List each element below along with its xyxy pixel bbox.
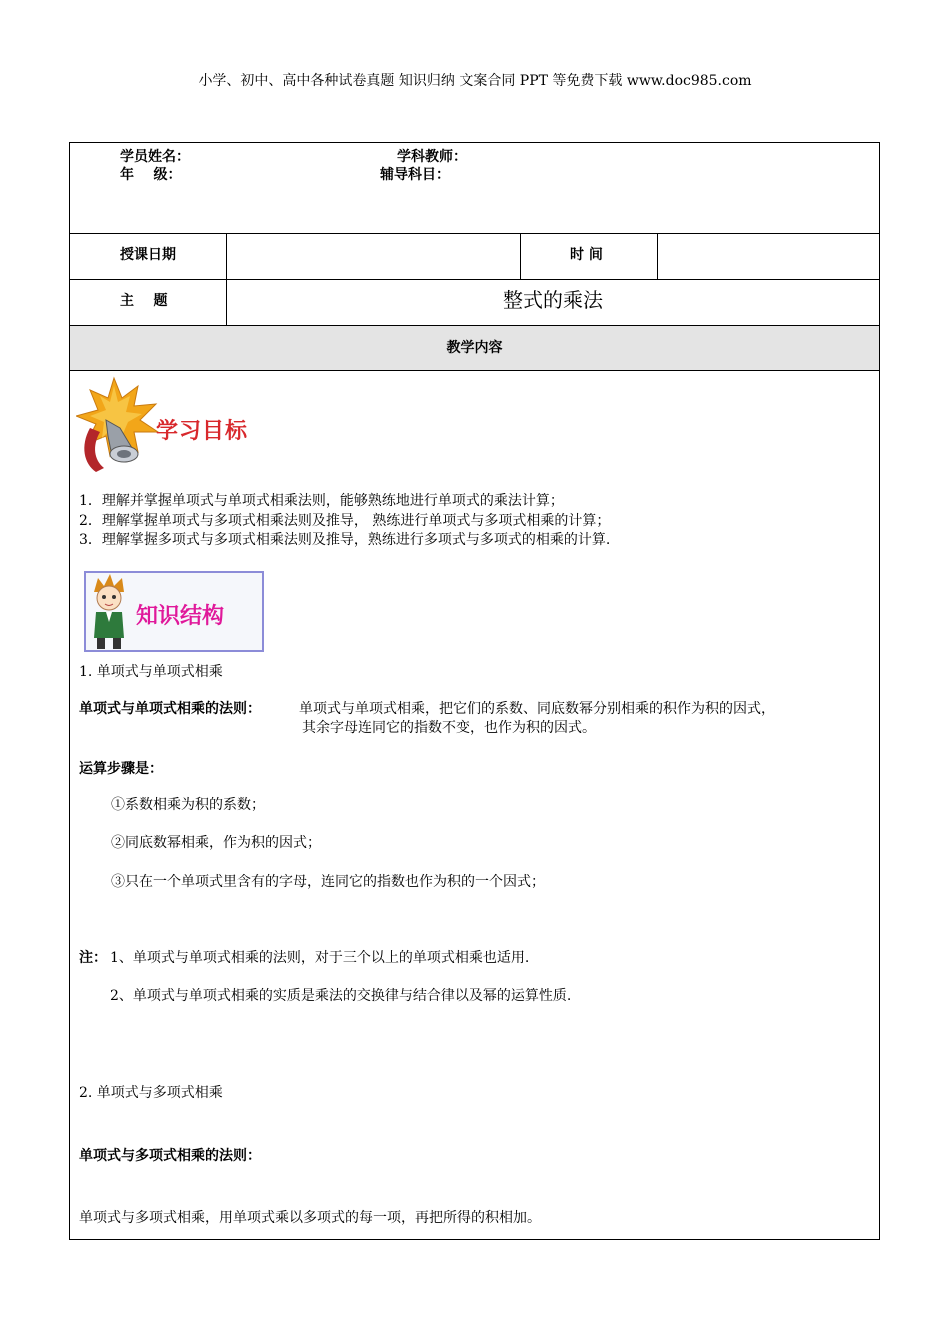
structure-banner	[84, 571, 264, 652]
time-label: 时 间	[570, 247, 603, 263]
objectives-banner	[76, 376, 266, 474]
subject-label: 辅导科目：	[380, 167, 450, 183]
student-cartoon-icon	[88, 574, 132, 650]
divider	[69, 233, 880, 234]
note-item: 1、单项式与单项式相乘的法则，对于三个以上的单项式相乘也适用.	[110, 950, 530, 966]
content-label: 教学内容	[446, 340, 503, 356]
divider	[520, 233, 521, 279]
section1-title: 1. 单项式与单项式相乘	[79, 664, 223, 680]
topic-label: 主 题	[120, 293, 168, 309]
objective-item: 3．理解掌握多项式与多项式相乘法则及推导，熟练进行多项式与多项式的相乘的计算.	[79, 532, 611, 548]
step-item: ③只在一个单项式里含有的字母，连同它的指数也作为积的一个因式；	[111, 874, 545, 890]
divider	[69, 279, 880, 280]
date-label: 授课日期	[120, 247, 176, 263]
objective-item: 1．理解并掌握单项式与单项式相乘法则，能够熟练地进行单项式的乘法计算；	[79, 493, 564, 509]
note-item: 2、单项式与单项式相乘的实质是乘法的交换律与结合律以及幂的运算性质.	[110, 988, 572, 1004]
topic-value: 整式的乘法	[503, 288, 603, 312]
divider	[69, 370, 880, 371]
step-item: ②同底数幂相乘，作为积的因式；	[111, 835, 321, 851]
steps-label: 运算步骤是：	[79, 761, 163, 777]
grade-label: 年 级：	[120, 167, 182, 183]
divider	[69, 325, 880, 326]
note-label: 注：	[79, 950, 107, 966]
section1-rule-line2: 其余字母连同它的指数不变，也作为积的因式。	[302, 720, 596, 736]
step-item: ①系数相乘为积的系数；	[111, 797, 265, 813]
divider	[657, 233, 658, 279]
section1-rule-line1: 单项式与单项式相乘，把它们的系数、同底数幂分别相乘的积作为积的因式，	[299, 701, 775, 717]
objectives-banner-text	[156, 414, 248, 445]
site-header: 小学、初中、高中各种试卷真题 知识归纳 文案合同 PPT 等免费下载 www.doc985.com	[198, 73, 752, 89]
section2-title: 2. 单项式与多项式相乘	[79, 1085, 223, 1101]
section2-rule-label: 单项式与多项式相乘的法则：	[79, 1148, 261, 1164]
student-name-label: 学员姓名：	[120, 149, 190, 165]
section1-rule-label: 单项式与单项式相乘的法则：	[79, 701, 261, 717]
objective-item: 2．理解掌握单项式与多项式相乘法则及推导， 熟练进行单项式与多项式相乘的计算；	[79, 513, 611, 529]
teacher-label: 学科教师：	[397, 149, 467, 165]
structure-title: 知识结构	[136, 604, 225, 629]
section2-rule-text: 单项式与多项式相乘，用单项式乘以多项式的每一项，再把所得的积相加。	[79, 1210, 541, 1226]
objectives-title: 学习目标	[156, 419, 249, 444]
